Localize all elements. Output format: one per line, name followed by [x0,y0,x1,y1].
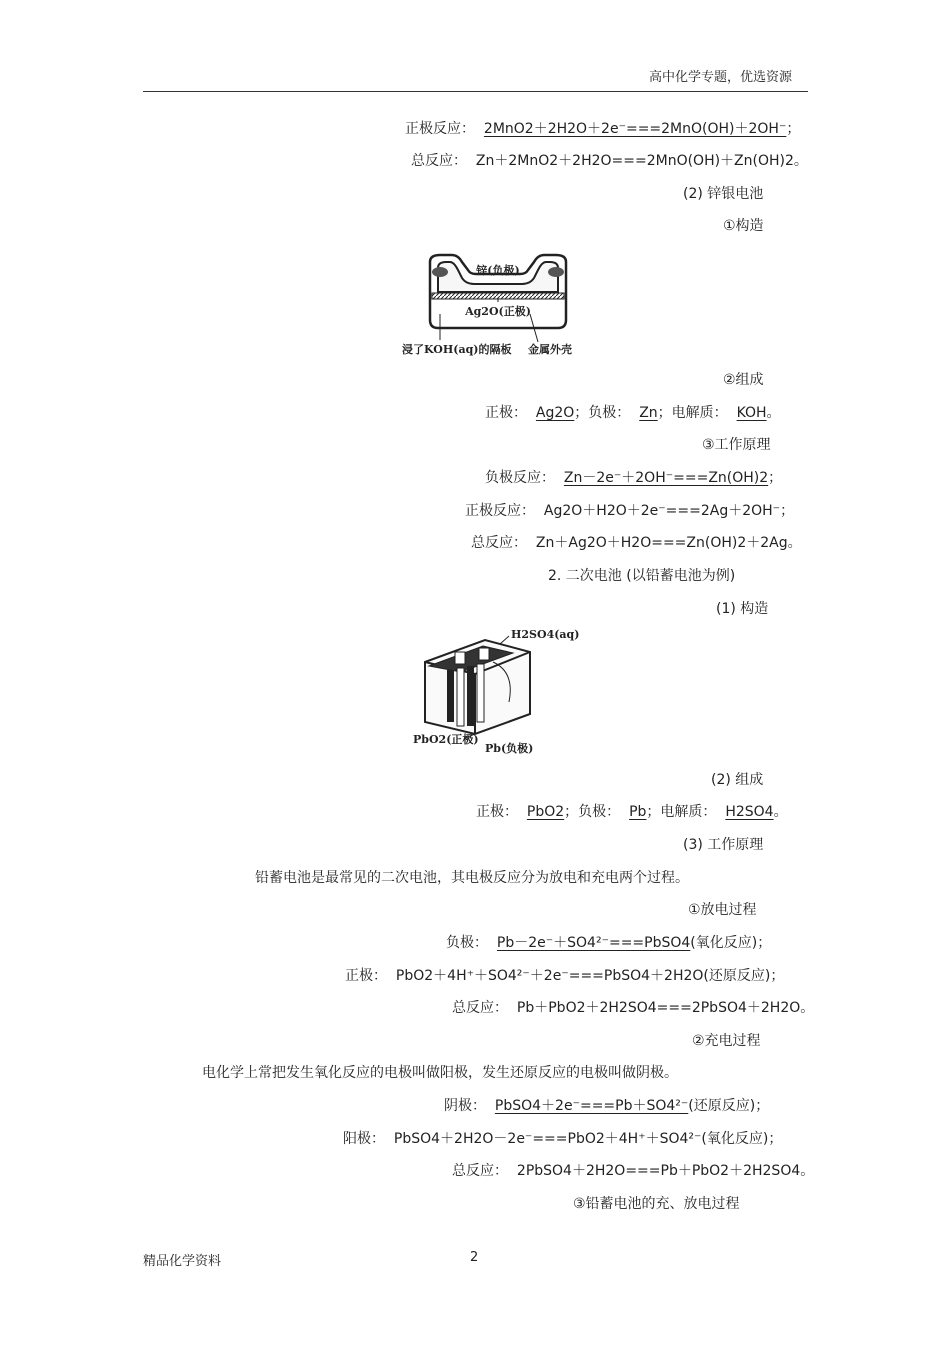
separator-label: 浸了KOH(aq)的隔板 [402,343,512,356]
positive-plate-label: PbO2(正极) [413,733,479,746]
subsection-heading: ③铅蓄电池的充、放电过程 [573,1196,740,1212]
paragraph: 电化学上常把发生氧化反应的电极叫做阳极，发生还原反应的电极叫做阴极。 [202,1065,678,1081]
footer-label: 精品化学资料 [143,1254,222,1269]
eq-line: 正极反应： 2MnO2＋2H2O＋2e⁻===2MnO(OH)＋2OH⁻； [405,121,801,137]
anode-label: 锌(负极) [476,264,520,277]
eq-line: 正极反应： Ag2O＋H2O＋2e⁻===2Ag＋2OH⁻； [465,503,795,519]
subsection-heading: (1) 构造 [716,601,769,617]
lead-acid-battery-diagram [405,622,580,760]
eq-line: 负极： Pb－2e⁻＋SO4²⁻===PbSO4(氧化反应)； [446,935,772,951]
subsection-heading: ①构造 [723,218,764,234]
shell-label: 金属外壳 [528,343,572,356]
page-number: 2 [470,1250,479,1265]
eq-line: 阴极： PbSO4＋2e⁻===Pb＋SO4²⁻(还原反应)； [444,1098,770,1114]
eq-line: 总反应： 2PbSO4＋2H2O===Pb＋PbO2＋2H2SO4。 [452,1163,815,1179]
subsection-heading: (3) 工作原理 [683,837,764,853]
subsection-heading: ②组成 [723,372,764,388]
composition-line: 正极： Ag2O；负极： Zn；电解质： KOH。 [485,405,781,421]
eq-line: 正极： PbO2＋4H⁺＋SO4²⁻＋2e⁻===PbSO4＋2H2O(还原反应)； [345,968,785,984]
section-heading: 2. 二次电池 (以铅蓄电池为例) [548,568,736,584]
eq-line: 总反应： Zn＋Ag2O＋H2O===Zn(OH)2＋2Ag。 [471,535,802,551]
composition-line: 正极： PbO2；负极： Pb；电解质： H2SO4。 [476,804,788,820]
eq-line: 阳极： PbSO4＋2H2O－2e⁻===PbO2＋4H⁺＋SO4²⁻(氧化反应)； [343,1131,783,1147]
header-rule [143,91,808,92]
page-header-title: 高中化学专题，优选资源 [648,70,792,85]
eq-line: 总反应： Pb＋PbO2＋2H2SO4===2PbSO4＋2H2O。 [452,1000,815,1016]
subsection-heading: ②充电过程 [692,1033,761,1049]
section-heading: (2) 锌银电池 [683,186,764,202]
eq-line: 总反应： Zn＋2MnO2＋2H2O===2MnO(OH)＋Zn(OH)2。 [411,153,808,169]
electrolyte-label: H2SO4(aq) [511,628,580,641]
paragraph: 铅蓄电池是最常见的二次电池，其电极反应分为放电和充电两个过程。 [255,870,689,886]
negative-plate-label: Pb(负极) [485,742,534,755]
zinc-silver-battery-diagram [400,240,590,360]
cathode-label: Ag2O(正极) [465,305,531,318]
eq-line: 负极反应： Zn－2e⁻＋2OH⁻===Zn(OH)2； [485,470,783,486]
subsection-heading: ①放电过程 [688,902,757,918]
subsection-heading: (2) 组成 [711,772,764,788]
subsection-heading: ③工作原理 [702,437,771,453]
